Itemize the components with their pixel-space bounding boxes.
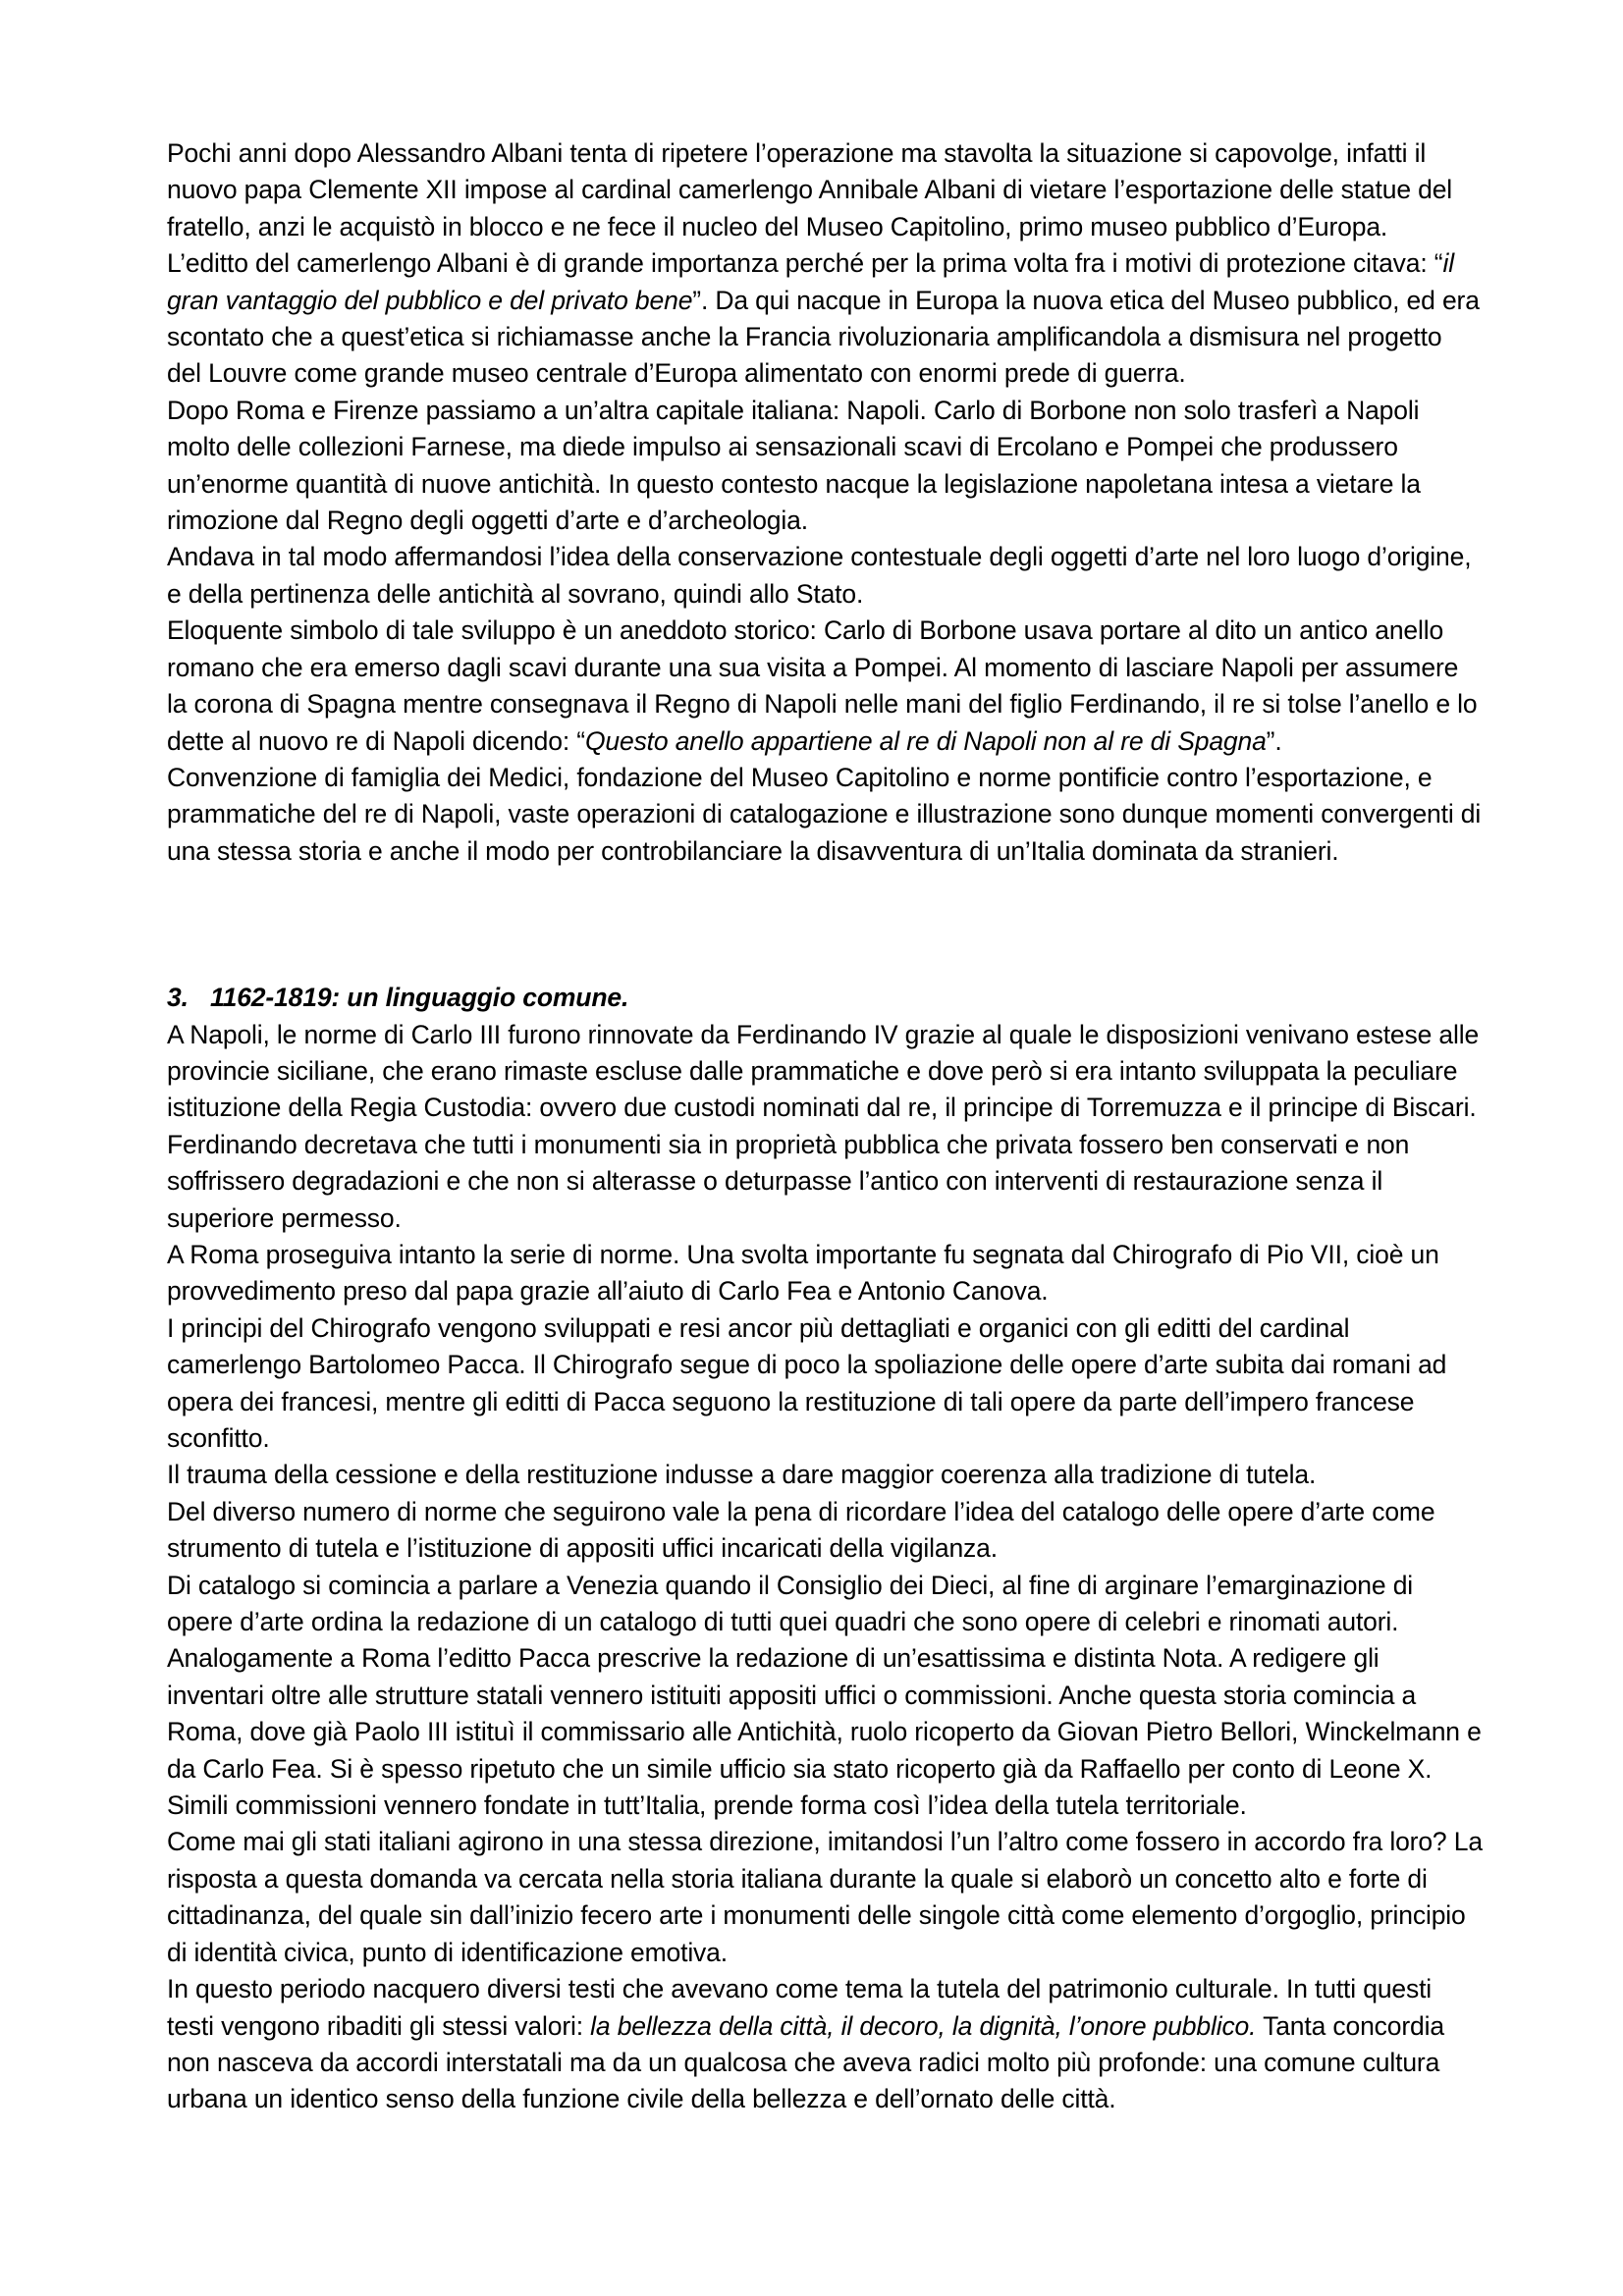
text-run: ”.: [1266, 725, 1282, 756]
paragraph-testi-tutela: [167, 1971, 1483, 2118]
text-run: L’editto del camerlengo Albani è di grande importanza perché per la prima volta fra i motivi di protezione citava: “: [167, 248, 1443, 279]
section-spacer: [167, 870, 1483, 980]
quote-valori: la bellezza della città, il decoro, la dignità, l’onore pubblico.: [590, 2010, 1257, 2041]
paragraph-ferdinando-iv: A Napoli, le norme di Carlo III furono rinnovate da Ferdinando IV grazie al quale le disposizioni venivano estese alle provincie siciliane, che erano rimaste escluse dalle prammatiche e dove però si era intanto sviluppata la peculiare istituzione della Regia Custodia: ovvero due custodi nominati dal re, il principe di Torremuzza e il principe di Biscari.: [167, 1019, 1480, 1123]
paragraph-decreto-ferdinando: Ferdinando decretava che tutti i monumenti sia in proprietà pubblica che privata fossero ben conservati e non soffrissero degradazioni e che non si alterasse o deturpasse l’antico con interventi di restaurazione senza il superiore permesso.: [167, 1129, 1410, 1233]
paragraph-editti-pacca: I principi del Chirografo vengono sviluppati e resi ancor più dettagliati e organici con gli editti del cardinal camerlengo Bartolomeo Pacca. Il Chirografo segue di poco la spoliazione delle opere d’arte subita dai romani ad opera dei francesi, mentre gli editti di Pacca seguono la restituzione di tali opere da parte dell’impero francese sconfitto.: [167, 1312, 1447, 1453]
paragraph-trauma-cessione: Il trauma della cessione e della restituzione indusse a dare maggior coerenza alla tradizione di tutela.: [167, 1460, 1317, 1490]
paragraph-conservazione-contestuale: Andava in tal modo affermandosi l’idea della conservazione contestuale degli oggetti d’arte nel loro luogo d’origine, e della pertinenza delle antichità al sovrano, quindi allo Stato.: [167, 542, 1472, 609]
paragraph-convenzione-medici: Convenzione di famiglia dei Medici, fondazione del Museo Capitolino e norme pontificie contro l’esportazione, e prammatiche del re di Napoli, vaste operazioni di catalogazione e illustrazione sono dunque momenti convergenti di una stessa storia e anche il modo per controbilanciare la disavventura di un’Italia dominata da stranieri.: [167, 762, 1482, 866]
document-page: [167, 135, 1483, 2118]
paragraph-cittadinanza: Come mai gli stati italiani agirono in una stessa direzione, imitandosi l’un l’altro come fossero in accordo fra loro? La risposta a questa domanda va cercata nella storia italiana durante la quale si elaborò un concetto alto e forte di cittadinanza, del quale sin dall’inizio fecero arte i monumenti delle singole città come elemento d’orgoglio, principio di identità civica, punto di identificazione emotiva.: [167, 1827, 1483, 1967]
paragraph-roma-pacca-nota: Analogamente a Roma l’editto Pacca prescrive la redazione di un’esattissima e distinta Nota. A redigere gli inventari oltre alle strutture statali vennero istituiti appositi uffici o commissioni. Anche questa storia comincia a Roma, dove già Paolo III istituì il commissario alle Antichità, ruolo ricoperto da Giovan Pietro Bellori, Winckelmann e da Carlo Fea. Si è spesso ripetuto che un simile ufficio sia stato ricoperto già da Raffaello per conto di Leone X. Simili commissioni vennero fondate in tutt’Italia, prende forma così l’idea della tutela territoriale.: [167, 1643, 1482, 1821]
paragraph-napoli: Dopo Roma e Firenze passiamo a un’altra capitale italiana: Napoli. Carlo di Borbone non solo trasferì a Napoli molto delle collezioni Farnese, ma diede impulso ai sensazionali scavi di Ercolano e Pompei che produssero un’enorme quantità di nuove antichità. In questo contesto nacque la legislazione napoletana intesa a vietare la rimozione dal Regno degli oggetti d’arte e d’archeologia.: [167, 395, 1421, 536]
section-title: 1162-1819: un linguaggio comune.: [210, 983, 629, 1013]
text-run: Eloquente simbolo di tale sviluppo è un aneddoto storico: Carlo di Borbone usava portare al dito un antico anello romano che era emerso dagli scavi durante una sua visita a Pompei. Al momento di lasciare Napoli per assumere la corona di Spagna mentre consegnava il Regno di Napoli nelle mani del figlio Ferdinando, il re si tolse l’anello e lo dette al nuovo re di Napoli dicendo: “: [167, 615, 1478, 756]
text-run: In questo periodo nacquero diversi testi che avevano come tema la tutela del patrimonio culturale. In tutti questi testi vengono ribaditi gli stessi valori:: [167, 1974, 1433, 2041]
text-run: ”. Da qui nacque in Europa la nuova etica del Museo pubblico, ed era scontato che a quest’etica si richiamasse anche la Francia rivoluzionaria amplificandola a dismisura nel progetto del Louvre come grande museo centrale d’Europa alimentato con enormi prede di guerra.: [167, 285, 1480, 389]
paragraph-aneddoto-anello: [167, 613, 1483, 760]
paragraph-catalogo-tutela: Del diverso numero di norme che seguirono vale la pena di ricordare l’idea del catalogo delle opere d’arte come strumento di tutela e l’istituzione di appositi uffici incaricati della vigilanza.: [167, 1496, 1435, 1564]
quote-anello: Questo anello appartiene al re di Napoli non al re di Spagna: [584, 725, 1267, 756]
section-number: 3.: [167, 983, 189, 1013]
section-heading: [167, 980, 1483, 1016]
paragraph-albani-capitolino: Pochi anni dopo Alessandro Albani tenta di ripetere l’operazione ma stavolta la situazione si capovolge, infatti il nuovo papa Clemente XII impose al cardinal camerlengo Annibale Albani di vietare l’esportazione delle statue del fratello, anzi le acquistò in blocco e ne fece il nucleo del Museo Capitolino, primo museo pubblico d’Europa.: [167, 138, 1453, 241]
paragraph-venezia-consiglio: Di catalogo si comincia a parlare a Venezia quando il Consiglio dei Dieci, al fine di arginare l’emarginazione di opere d’arte ordina la redazione di un catalogo di tutti quei quadri che sono opere di celebri e rinomati autori.: [167, 1570, 1414, 1637]
quote-gran-vantaggio: il gran vantaggio del pubblico e del privato bene: [167, 248, 1454, 315]
paragraph-editto-albani: [167, 245, 1483, 393]
text-run: Tanta concordia non nasceva da accordi interstatali ma da un qualcosa che aveva radici molto più profonde: una comune cultura urbana un identico senso della funzione civile della bellezza e dell’ornato delle città.: [167, 2010, 1444, 2114]
paragraph-chirografo-pio-vii: A Roma proseguiva intanto la serie di norme. Una svolta importante fu segnata dal Chirografo di Pio VII, cioè un provvedimento preso dal papa grazie all’aiuto di Carlo Fea e Antonio Canova.: [167, 1239, 1439, 1307]
